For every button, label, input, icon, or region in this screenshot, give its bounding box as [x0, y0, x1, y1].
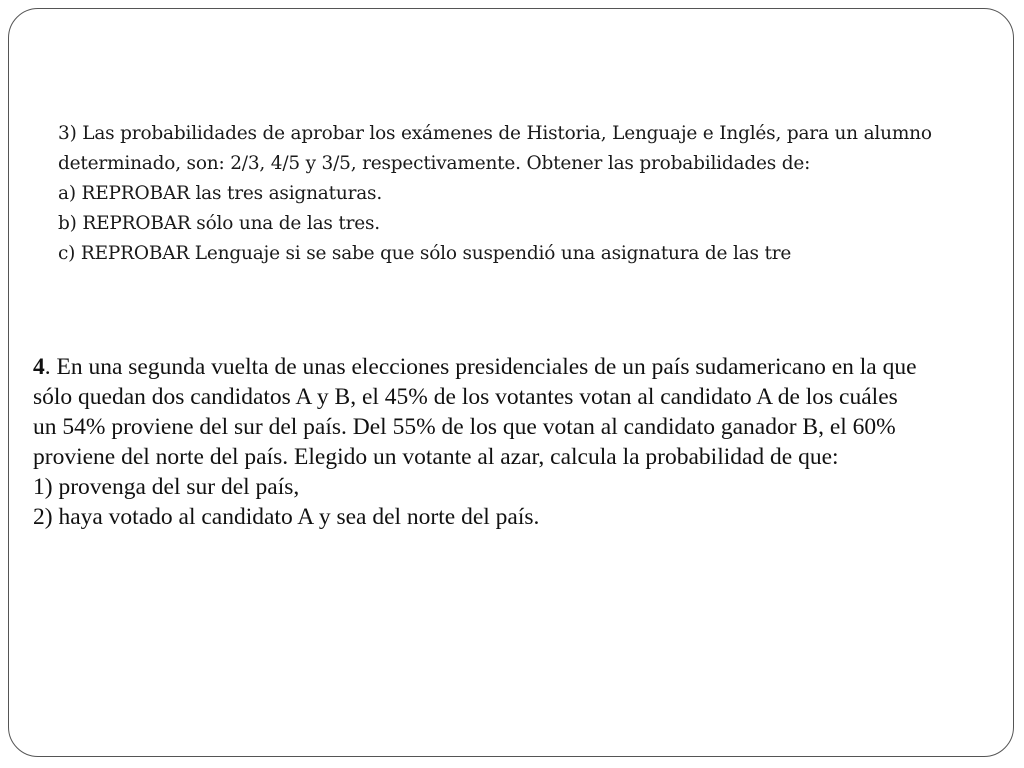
problem-4-number: 4 [33, 354, 45, 380]
problem-4-line [33, 352, 993, 382]
problem-4-item-1: 1) provenga del sur del país, [33, 474, 300, 500]
problem-3-item-b: b) REPROBAR sólo una de las tres. [58, 213, 380, 234]
problem-4-text [33, 352, 993, 532]
problem-3-item-a: a) REPROBAR las tres asignaturas. [58, 183, 383, 204]
problem-4-item-2: 2) haya votado al candidato A y sea del norte del país. [33, 504, 540, 530]
problem-3-line: 3) Las probabilidades de aprobar los exámenes de Historia, Lenguaje e Inglés, para un alumno [58, 123, 932, 144]
problem-4-line: proviene del norte del país. Elegido un votante al azar, calcula la probabilidad de que: [33, 444, 839, 470]
problem-4-line-rest: . En una segunda vuelta de unas elecciones presidenciales de un país sudamericano en la que [44, 354, 917, 380]
problem-3-item-c: c) REPROBAR Lenguaje si se sabe que sólo suspendió una asignatura de las tre [58, 243, 792, 264]
problem-4-line: un 54% proviene del sur del país. Del 55% de los que votan al candidato ganador B, el 60% [33, 414, 896, 440]
problem-4-line: sólo quedan dos candidatos A y B, el 45% de los votantes votan al candidato A de los cuáles [33, 384, 898, 410]
problem-3-line: determinado, son: 2/3, 4/5 y 3/5, respectivamente. Obtener las probabilidades de: [58, 153, 811, 174]
problem-3-text [58, 119, 978, 269]
